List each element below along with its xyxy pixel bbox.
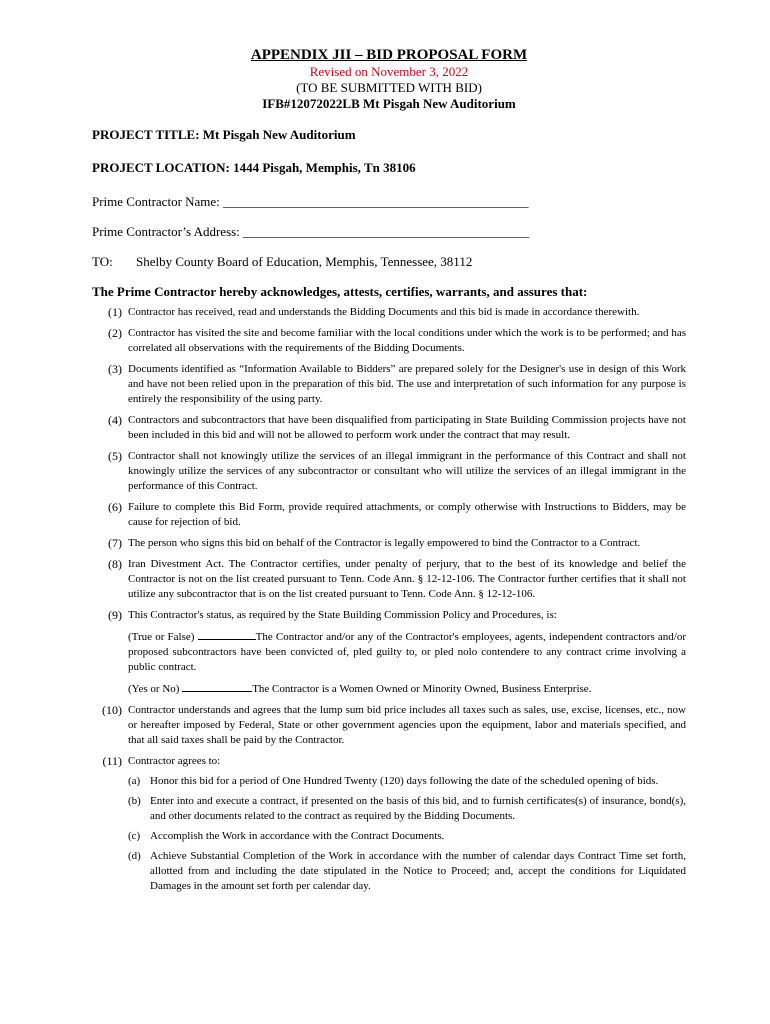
status-true-false-paragraph — [128, 628, 686, 675]
sub-item-number: (b) — [128, 795, 141, 807]
sub-item — [128, 794, 686, 824]
list-item — [92, 557, 686, 602]
revised-date: Revised on November 3, 2022 — [309, 64, 469, 79]
to-label: TO: — [92, 254, 113, 269]
item-number: (8) — [108, 557, 122, 571]
list-item — [92, 500, 686, 530]
list-item — [92, 362, 686, 407]
list-item — [92, 536, 686, 551]
sub-item-number: (c) — [128, 830, 141, 842]
item-number: (1) — [108, 305, 122, 319]
item-text: Contractor has received, read and understands the Bidding Documents and this bid is made in accordance therewith. — [128, 306, 640, 318]
item-number: (9) — [108, 608, 122, 622]
prime-contractor-address-field[interactable]: Prime Contractor’s Address: ____________________________________________ — [92, 224, 530, 239]
yes-no-label: (Yes or No) — [128, 683, 180, 695]
true-false-label: (True or False) — [128, 631, 195, 643]
acknowledgement-heading: The Prime Contractor hereby acknowledges, attests, certifies, warrants, and assures that: — [92, 284, 588, 299]
to-row — [92, 254, 686, 270]
list-item-status — [92, 608, 686, 697]
item-number: (3) — [108, 362, 122, 376]
item-text: Contractor agrees to: — [128, 755, 221, 767]
list-item — [92, 703, 686, 748]
item-text: Contractor has visited the site and become familiar with the local conditions under which the work is to be performed; and has correlated all observations with the requirements of the Bidding Documents. — [128, 327, 686, 354]
sub-item — [128, 829, 686, 844]
sub-item-text: Enter into and execute a contract, if presented on the basis of this bid, and to furnish certificates(s) of insurance, bond(s), and other documents related to the contract as required by the Bidding Documents. — [150, 795, 686, 822]
submission-note: (TO BE SUBMITTED WITH BID) — [296, 80, 482, 95]
true-false-blank[interactable] — [198, 628, 256, 640]
project-title: PROJECT TITLE: Mt Pisgah New Auditorium — [92, 127, 356, 142]
item-text: Contractor understands and agrees that the lump sum bid price includes all taxes such as sales, use, excise, licenses, etc., now or hereafter imposed by Federal, State or other government agencies upon the equipment, labor and materials specified, and that all said taxes shall be paid by the Contractor. — [128, 704, 686, 746]
item-text: Failure to complete this Bid Form, provide required attachments, or comply otherwise with Instructions to Bidders, may be cause for rejection of bid. — [128, 501, 686, 528]
item-number: (6) — [108, 500, 122, 514]
item-number: (4) — [108, 413, 122, 427]
project-location: PROJECT LOCATION: 1444 Pisgah, Memphis, Tn 38106 — [92, 160, 416, 175]
true-false-text: The Contractor and/or any of the Contractor's employees, agents, independent contractors and/or proposed subcontractors have been convicted of, pled guilty to, or pled nolo contendere to any contract crime involving a public contract. — [128, 631, 687, 673]
list-item — [92, 305, 686, 320]
sub-item-text: Accomplish the Work in accordance with the Contract Documents. — [150, 830, 445, 842]
certification-list — [92, 305, 686, 894]
prime-contractor-name-field[interactable]: Prime Contractor Name: _______________________________________________ — [92, 194, 529, 209]
item-number: (5) — [108, 449, 122, 463]
item-number: (7) — [108, 536, 122, 550]
item-text: Documents identified as “Information Available to Bidders” are prepared solely for the Designer's use in design of this Work and have not been relied upon in the preparation of this bid. The use and interpretation of such information for any purpose is entirely the responsibility of the using party. — [128, 363, 686, 405]
list-item — [92, 449, 686, 494]
sub-item — [128, 774, 686, 789]
sub-item-number: (d) — [128, 850, 141, 862]
list-item — [92, 326, 686, 356]
item-number: (11) — [102, 754, 122, 768]
ifb-number: IFB#12072022LB Mt Pisgah New Auditorium — [262, 96, 516, 111]
sub-item-number: (a) — [128, 775, 141, 787]
item-number: (10) — [102, 703, 122, 717]
yes-no-text: The Contractor is a Women Owned or Minority Owned, Business Enterprise. — [252, 683, 592, 695]
document-header — [92, 46, 686, 112]
document-title: APPENDIX JII – BID PROPOSAL FORM — [250, 47, 528, 63]
item-text: Iran Divestment Act. The Contractor certifies, under penalty of perjury, that to the best of its knowledge and belief the Contractor is not on the list created pursuant to Tenn. Code Ann. § 12-12-106. The Contractor further certifies that it shall not utilize any subcontractor that is on the list created pursuant to Tenn. Code Ann. § 12-12-106. — [128, 558, 686, 600]
status-yes-no-paragraph — [128, 680, 686, 697]
list-item — [92, 413, 686, 443]
yes-no-blank[interactable] — [182, 680, 252, 692]
item-text: The person who signs this bid on behalf of the Contractor is legally empowered to bind the Contractor to a Contract. — [128, 537, 641, 549]
sub-item-text: Achieve Substantial Completion of the Work in accordance with the number of calendar days Contract Time set forth, allotted from and including the date stipulated in the Notice to Proceed; and, accept the conditions for Liquidated Damages in the amount set forth per calendar day. — [150, 850, 686, 892]
item-text: This Contractor's status, as required by the State Building Commission Policy and Procedures, is: — [128, 609, 557, 621]
sub-item — [128, 849, 686, 894]
item-number: (2) — [108, 326, 122, 340]
item-text: Contractors and subcontractors that have been disqualified from participating in State Building Commission projects have not been included in this bid and will not be allowed to perform work under the contract that may result. — [128, 414, 686, 441]
item-text: Contractor shall not knowingly utilize the services of an illegal immigrant in the performance of this Contract and shall not knowingly utilize the services of any subcontractor or consultant who will utilize the services of an illegal immigrant in the performance of this Contract. — [128, 450, 686, 492]
sub-item-text: Honor this bid for a period of One Hundred Twenty (120) days following the date of the scheduled opening of bids. — [150, 775, 659, 787]
list-item-agreement — [92, 754, 686, 894]
to-value: Shelby County Board of Education, Memphis, Tennessee, 38112 — [136, 254, 473, 269]
